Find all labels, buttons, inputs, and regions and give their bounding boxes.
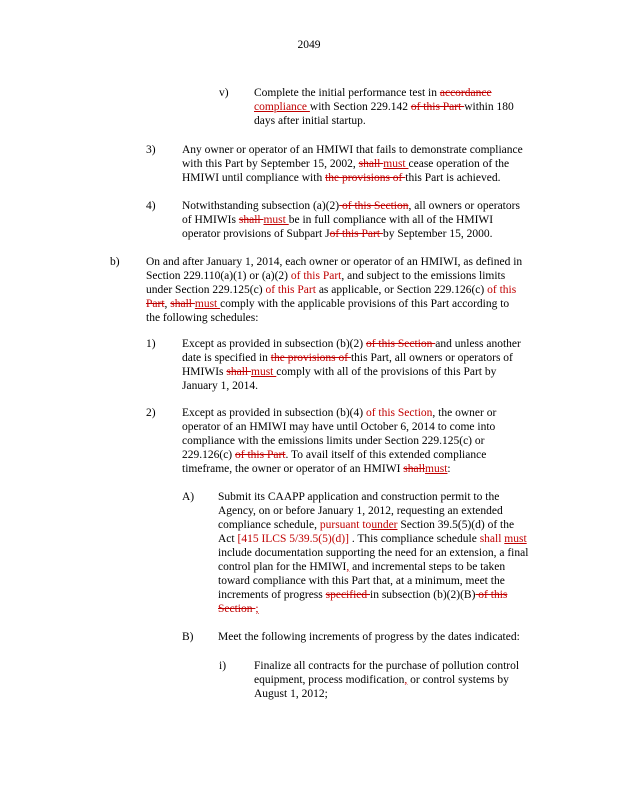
item-label: b) [110,256,120,268]
highlighted-text: shall [479,533,505,545]
deleted-text: of this Part [329,228,383,240]
page-number: 2049 [297,39,321,51]
text-line [254,100,514,114]
text-segment: operator of an HMIWI may have until October 6, 2014 to come into [182,421,496,433]
text-segment: Any owner or operator of an HMIWI that fails to demonstrate compliance [182,144,523,156]
text-line [218,532,528,546]
text-line [218,588,528,602]
deleted-text: Section [218,603,256,615]
text-line [182,227,520,241]
text-segment: date is specified in [182,352,271,364]
text-segment: Agency, on or before January 1, 2012, requesting an extended [218,505,503,517]
text-line [218,574,528,588]
item-text [254,86,514,128]
text-segment: with Section 229.142 [309,101,411,113]
item-label: 4) [146,200,156,212]
item-label: 3) [146,144,156,156]
text-line [146,297,522,311]
text-line [218,602,528,616]
text-segment: include documentation supporting the need for an extension, a final [218,547,529,559]
text-segment: . This compliance schedule [348,533,480,545]
deleted-text: of this Section [365,338,436,350]
item-text [182,143,523,185]
deleted-text: of this Part [235,449,286,461]
text-line [218,560,528,574]
text-line [218,518,528,532]
text-segment: Act [218,533,238,545]
item-text [146,255,522,325]
text-segment: or control systems by [407,674,509,686]
text-line [254,687,519,701]
highlighted-text: of this Part [265,284,319,296]
text-segment: January 1, 2014. [182,380,259,392]
text-segment: compliance with the emissions limits under Section 229.125(c) or [182,435,485,447]
text-segment: . To avail itself of this extended compliance [285,449,487,461]
inserted-text: must [194,298,221,310]
highlighted-text: of this Part [290,270,342,282]
text-segment: 229.126(c) [182,449,236,461]
highlighted-text: of this Section [365,407,433,419]
text-line [182,157,523,171]
text-segment: compliance schedule, [218,519,320,531]
inserted-text: compliance [254,101,310,113]
text-line [182,420,496,434]
text-segment: operator provisions of Subpart J [182,228,330,240]
inserted-text: , [404,674,408,686]
deleted-text: shall [403,463,426,475]
inserted-text: , [346,561,350,573]
text-segment: HMIWIs [182,366,227,378]
deleted-text: of this Part [410,101,465,113]
highlighted-text: pursuant to [319,519,372,531]
text-segment: , the owner or [432,407,497,419]
text-line [182,448,496,462]
highlighted-text: [415 ILCS 5/39.5(5)(d)] [237,533,349,545]
text-segment: , and subject to the emissions limits [341,270,506,282]
text-line [218,490,528,504]
text-line [182,171,523,185]
text-line [146,269,522,283]
text-segment: toward compliance with this Part that, at a minimum, meet the [218,575,505,587]
inserted-text: must [263,214,289,226]
text-segment: cease operation of the [408,158,510,170]
text-segment: comply with all of the provisions of this Part by [276,366,497,378]
item-label: 2) [146,407,156,419]
text-segment: of HMIWIs [182,214,239,226]
deleted-text: the provisions of [270,352,351,364]
text-line [146,311,522,325]
text-segment: and incremental steps to be taken [349,561,506,573]
text-segment: : [447,463,451,475]
text-segment: with this Part by September 15, 2002, [182,158,359,170]
text-segment: by September 15, 2000. [382,228,493,240]
text-segment: On and after January 1, 2014, each owner or operator of an HMIWI, as defined in [146,256,523,268]
text-segment: timeframe, the owner or operator of an HMIWI [182,463,404,475]
text-segment: within 180 [464,101,514,113]
deleted-text: shall [358,158,384,170]
item-text [218,630,520,644]
deleted-text: of this [475,589,508,601]
text-line [182,337,521,351]
text-segment: Except as provided in subsection (b)(4) [182,407,366,419]
text-segment: Meet the following increments of progress by the dates indicated: [218,631,520,643]
highlighted-text: of this [487,284,517,296]
item-label: A) [182,491,195,503]
text-line [146,283,522,297]
inserted-text: must [251,366,277,378]
text-line [182,379,521,393]
deleted-text: Part [146,298,165,310]
item-label: v) [219,87,229,99]
text-segment: August 1, 2012; [254,688,328,700]
text-segment: this Part, all owners or operators of [350,352,513,364]
text-line [254,659,519,673]
deleted-text: shall [226,366,252,378]
deleted-text: accordance [439,87,492,99]
text-line [182,199,520,213]
inserted-text: must [504,533,527,545]
text-segment: Finalize all contracts for the purchase of pollution control [254,660,520,672]
deleted-text: shall [238,214,264,226]
text-segment: Section 229.110(a)(1) or (a)(2) [146,270,291,282]
text-segment: Notwithstanding subsection (a)(2) [182,200,340,212]
item-text [218,490,528,616]
item-text [182,337,521,393]
text-line [254,673,519,687]
item-text [182,406,496,476]
text-segment: equipment, process modification [254,674,405,686]
inserted-text: under [371,519,398,531]
text-line [254,114,514,128]
text-line [254,86,514,100]
text-segment: the following schedules: [146,312,259,324]
deleted-text: the provisions of [325,172,406,184]
item-text [254,659,519,701]
inserted-text: ; [255,603,259,615]
text-segment: under Section 229.125(c) [146,284,266,296]
text-segment: HMIWI until compliance with [182,172,326,184]
text-segment: Submit its CAAPP application and construction permit to the [218,491,500,503]
text-line [182,406,496,420]
text-segment: Complete the initial performance test in [254,87,440,99]
text-line [218,546,528,560]
item-text [182,199,520,241]
text-line [218,630,520,644]
text-line [182,213,520,227]
text-line [182,351,521,365]
deleted-text: shall [170,298,195,310]
text-segment: and unless another [435,338,521,350]
item-label: B) [182,631,194,643]
text-segment: be in full compliance with all of the HMIWI [288,214,494,226]
text-line [182,462,496,476]
text-line [182,143,523,157]
text-segment: , all owners or operators [408,200,520,212]
item-label: i) [219,660,227,672]
text-line [182,365,521,379]
deleted-text: specified [325,589,371,601]
text-segment: comply with the applicable provisions of this Part according to [220,298,510,310]
text-segment: , [164,298,171,310]
inserted-text: must [425,463,448,475]
text-line [146,255,522,269]
text-segment: days after initial startup. [254,115,366,127]
item-label: 1) [146,338,156,350]
text-segment: in subsection (b)(2)(B) [370,589,476,601]
text-segment: this Part is achieved. [405,172,501,184]
deleted-text: of this Section [339,200,409,212]
text-line [218,504,528,518]
text-segment: increments of progress [218,589,326,601]
text-segment: Except as provided in subsection (b)(2) [182,338,366,350]
text-segment: Section 39.5(5)(d) of the [397,519,515,531]
text-line [182,434,496,448]
text-segment: control plan for the HMIWI [218,561,347,573]
text-segment: as applicable, or Section 229.126(c) [318,284,488,296]
inserted-text: must [383,158,409,170]
